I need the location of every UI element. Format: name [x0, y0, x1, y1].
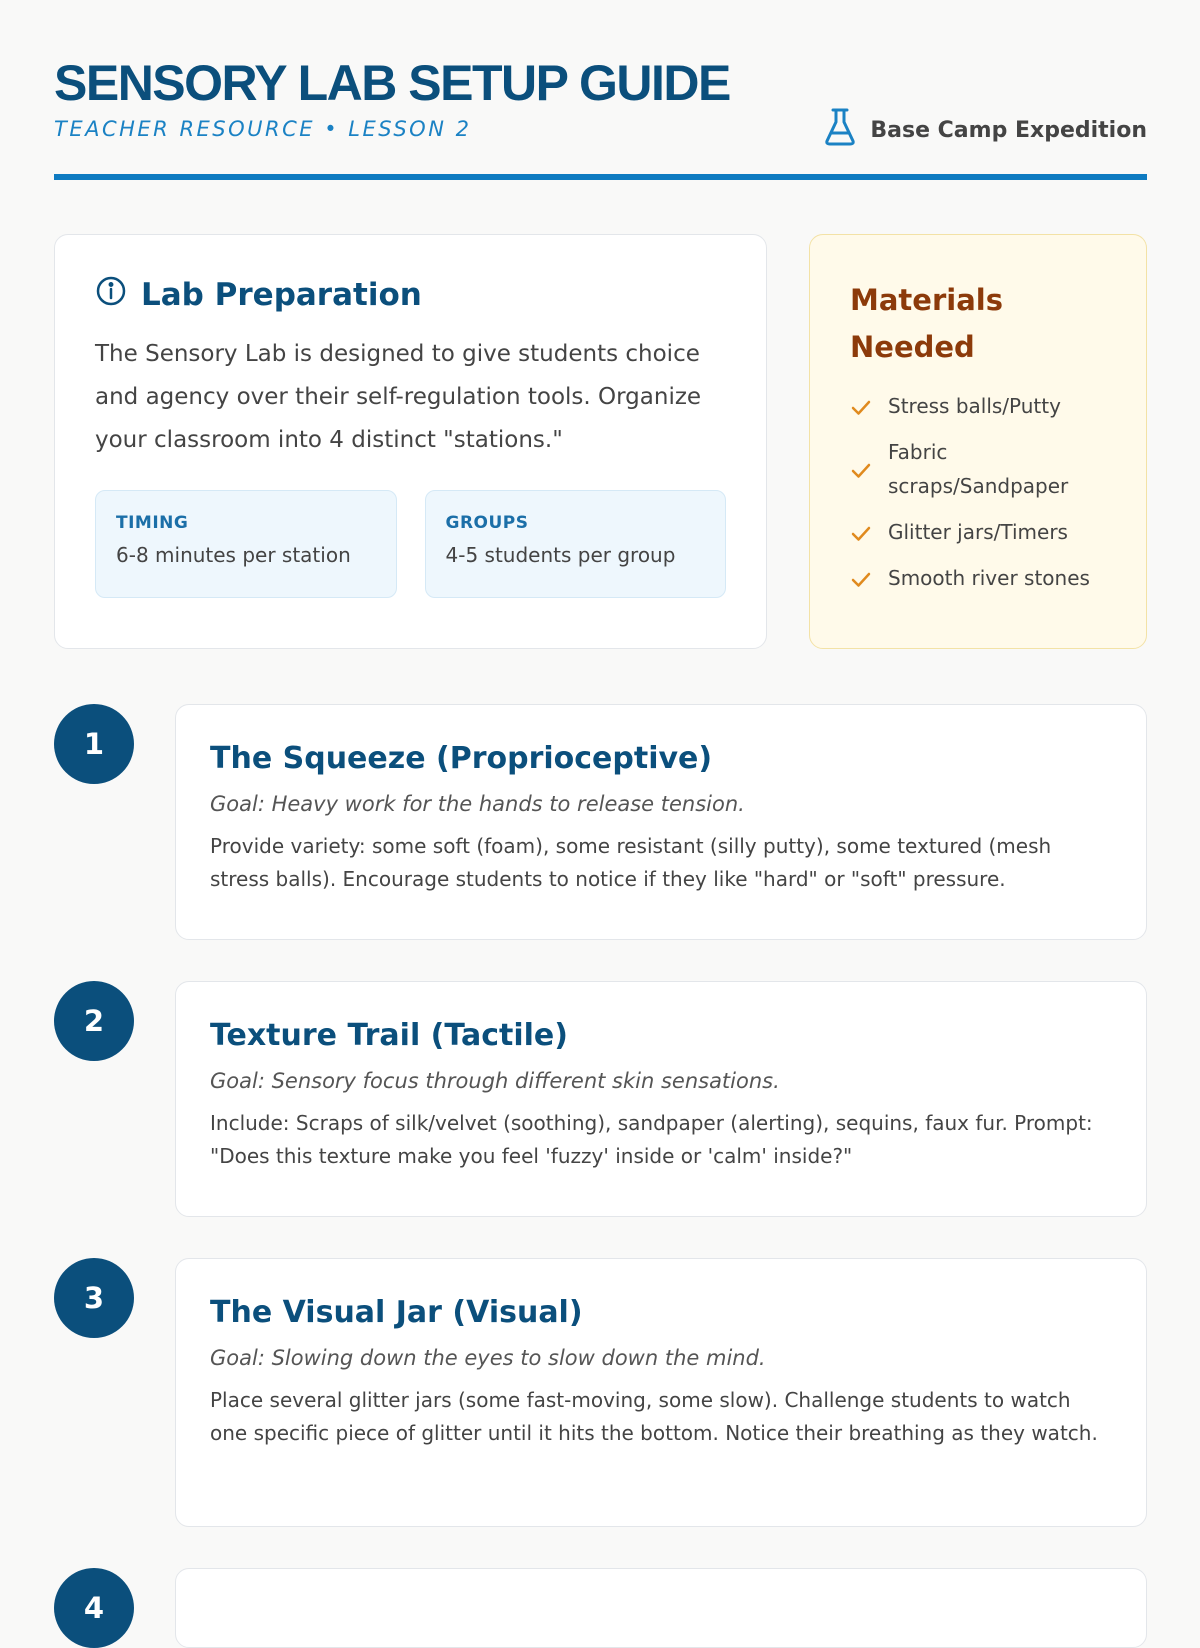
- check-icon: [850, 567, 872, 589]
- station-1-title: The Squeeze (Proprioceptive): [210, 741, 713, 776]
- brand-name: Base Camp Expedition: [870, 117, 1147, 143]
- page-title: SENSORY LAB SETUP GUIDE: [54, 55, 730, 111]
- timing-box: [95, 490, 397, 598]
- header-divider: [54, 174, 1147, 180]
- page-header: [54, 56, 1147, 142]
- station-2-title: Texture Trail (Tactile): [210, 1018, 568, 1053]
- list-item: [850, 435, 1106, 503]
- check-icon: [850, 521, 872, 543]
- lab-preparation-heading: [95, 275, 726, 315]
- station-3-card: [175, 1258, 1147, 1527]
- station-3-goal: Goal: Slowing down the eyes to slow down the mind.: [210, 1346, 766, 1370]
- station-1-body: Provide variety: some soft (foam), some resistant (silly putty), some textured (mesh stress balls). Encourage students to notice if they like "hard" or "soft" pressure.: [210, 834, 1052, 891]
- flask-icon: [824, 108, 856, 152]
- list-item: [850, 389, 1106, 423]
- brand: [824, 108, 1147, 152]
- station-2-card: [175, 981, 1147, 1217]
- material-label: Stress balls/Putty: [888, 394, 1061, 418]
- list-item: [850, 561, 1106, 595]
- material-label: Glitter jars/Timers: [888, 520, 1068, 544]
- info-icon: [95, 275, 127, 315]
- station-2-body: Include: Scraps of silk/velvet (soothing), sandpaper (alerting), sequins, faux fur. Prompt: "Does this texture make you feel 'fuzzy' inside or 'calm' inside?": [210, 1111, 1093, 1168]
- lab-preparation-description: The Sensory Lab is designed to give students choice and agency over their self-regulation tools. Organize your classroom into 4 distinct "stations.": [95, 341, 702, 453]
- station-4-number: 4: [54, 1568, 134, 1648]
- station-1-goal: Goal: Heavy work for the hands to release tension.: [210, 792, 745, 816]
- station-3-title: The Visual Jar (Visual): [210, 1295, 583, 1330]
- groups-value: 4-5 students per group: [445, 543, 676, 567]
- lab-preparation-title: Lab Preparation: [141, 277, 422, 313]
- station-2-number: 2: [54, 981, 134, 1061]
- station-4-card: [175, 1568, 1147, 1648]
- list-item: [850, 515, 1106, 549]
- timing-label: TIMING: [116, 513, 189, 533]
- info-row: [95, 490, 726, 598]
- page-subtitle: TEACHER RESOURCE • LESSON 2: [54, 117, 472, 141]
- lab-preparation-card: [54, 234, 767, 649]
- station-1-card: [175, 704, 1147, 940]
- material-label: Smooth river stones: [888, 566, 1090, 590]
- station-3-number: 3: [54, 1258, 134, 1338]
- groups-box: [425, 490, 727, 598]
- timing-value: 6-8 minutes per station: [116, 543, 351, 567]
- check-icon: [850, 395, 872, 417]
- materials-list: [850, 389, 1106, 595]
- material-label: Fabric scraps/Sandpaper: [888, 440, 1069, 498]
- materials-card: [809, 234, 1147, 649]
- check-icon: [850, 458, 872, 480]
- materials-title: Materials Needed: [850, 283, 1003, 364]
- station-2-goal: Goal: Sensory focus through different skin sensations.: [210, 1069, 780, 1093]
- station-1-number: 1: [54, 704, 134, 784]
- groups-label: GROUPS: [445, 513, 529, 533]
- station-3-body: Place several glitter jars (some fast-moving, some slow). Challenge students to watch one specific piece of glitter until it hits the bottom. Notice their breathing as they watch.: [210, 1388, 1098, 1445]
